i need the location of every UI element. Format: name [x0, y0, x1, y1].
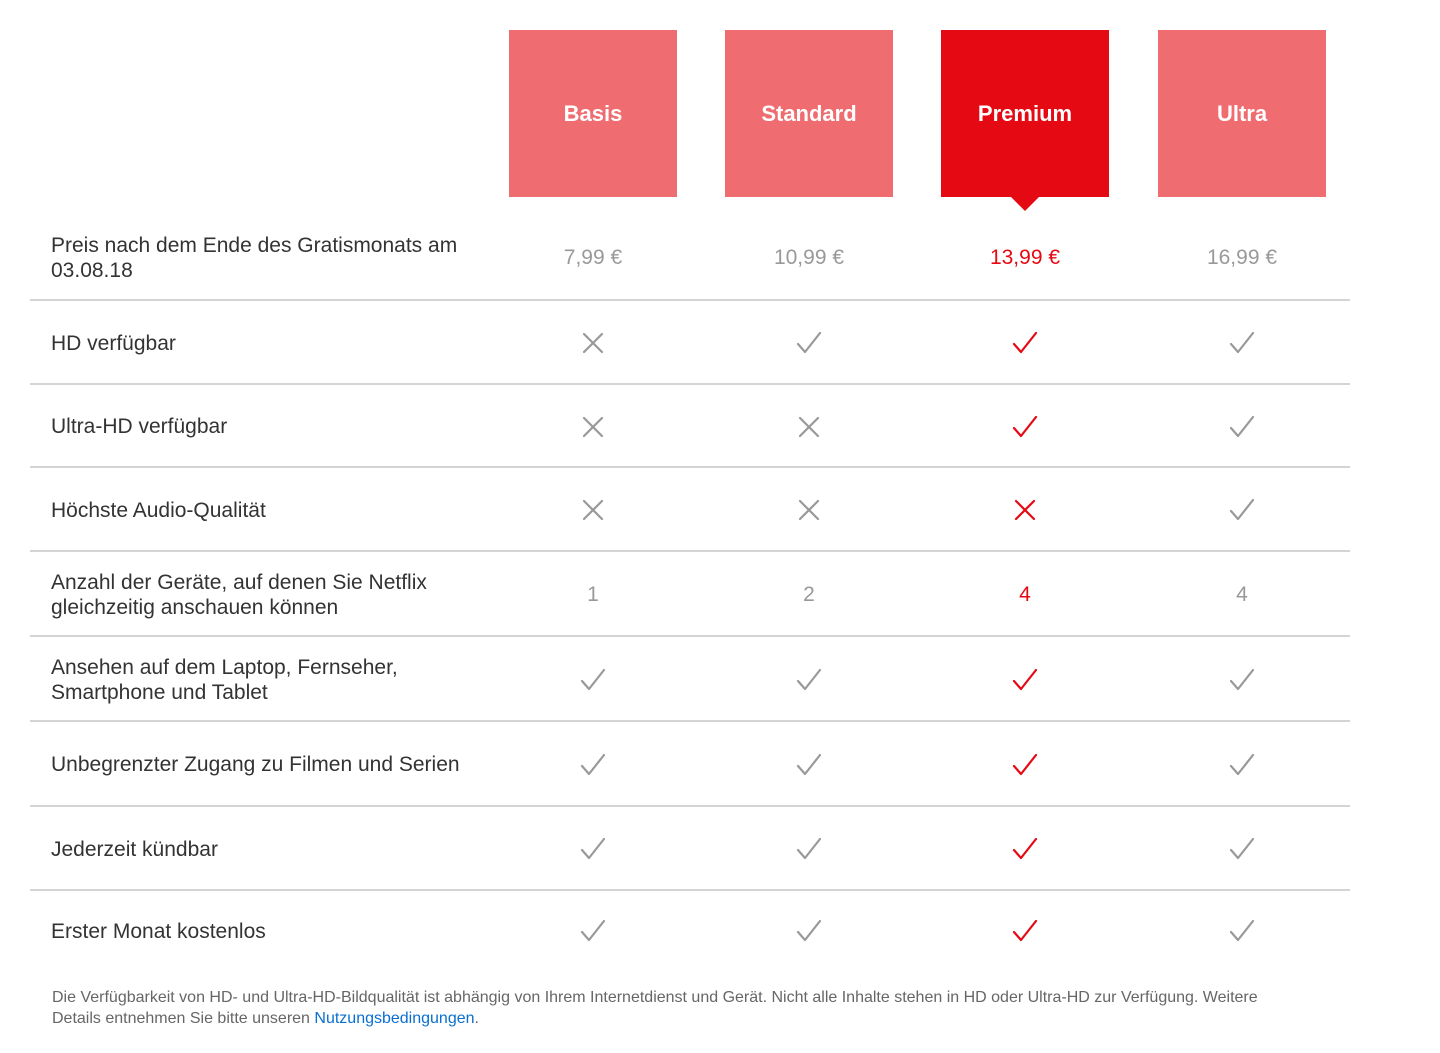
check-icon	[725, 807, 893, 891]
price-value: 10,99 €	[773, 245, 845, 269]
check-icon	[941, 637, 1109, 722]
check-icon	[725, 637, 893, 722]
check-icon	[1158, 637, 1326, 722]
feature-label: Ansehen auf dem Laptop, Fernseher, Smartphone und Tablet	[51, 655, 398, 704]
device-count: 4	[1019, 582, 1031, 606]
price-value: 16,99 €	[1206, 245, 1278, 269]
table-row	[30, 637, 1350, 722]
feature-label: Preis nach dem Ende des Gratismonats am 03.08.18	[51, 233, 458, 282]
check-icon	[725, 891, 893, 971]
check-icon	[941, 891, 1109, 971]
price-value: 7,99 €	[563, 245, 623, 269]
selected-indicator	[1011, 197, 1039, 211]
check-icon	[1158, 301, 1326, 385]
price-value: 13,99 €	[989, 245, 1061, 269]
table-row	[30, 807, 1350, 891]
footnote	[52, 987, 1292, 1029]
table-row	[30, 891, 1350, 971]
plan-premium-button[interactable]	[941, 30, 1109, 197]
cross-icon	[509, 301, 677, 385]
feature-label: Jederzeit kündbar	[51, 837, 218, 861]
check-icon	[941, 385, 1109, 468]
check-icon	[1158, 468, 1326, 552]
cross-icon	[725, 468, 893, 552]
device-count: 2	[803, 582, 815, 606]
plan-basis-button[interactable]	[509, 30, 677, 197]
table-row	[30, 385, 1350, 468]
terms-link[interactable]: Nutzungsbedingungen	[314, 1010, 475, 1027]
feature-label: Höchste Audio-Qualität	[51, 498, 266, 522]
plan-name: Basis	[563, 100, 623, 126]
check-icon	[725, 301, 893, 385]
feature-label: HD verfügbar	[51, 331, 176, 355]
check-icon	[1158, 722, 1326, 807]
feature-label: Unbegrenzter Zugang zu Filmen und Serien	[51, 753, 460, 776]
table-row	[30, 722, 1350, 807]
plan-name: Standard	[761, 100, 857, 126]
cross-icon	[509, 468, 677, 552]
cross-icon	[509, 385, 677, 468]
plan-ultra-button[interactable]	[1158, 30, 1326, 197]
plan-name: Premium	[977, 100, 1073, 126]
check-icon	[1158, 385, 1326, 468]
check-icon	[1158, 807, 1326, 891]
check-icon	[941, 301, 1109, 385]
check-icon	[509, 891, 677, 971]
check-icon	[725, 722, 893, 807]
check-icon	[1158, 891, 1326, 971]
check-icon	[941, 807, 1109, 891]
check-icon	[941, 722, 1109, 807]
check-icon	[509, 722, 677, 807]
feature-label: Erster Monat kostenlos	[51, 919, 266, 943]
feature-label: Anzahl der Geräte, auf denen Sie Netflix gleichzeitig anschauen können	[51, 570, 427, 619]
table-row	[30, 468, 1350, 552]
plan-name: Ultra	[1216, 100, 1268, 126]
feature-label: Ultra-HD verfügbar	[51, 415, 228, 438]
table-row	[30, 552, 1350, 637]
check-icon	[509, 637, 677, 722]
device-count: 1	[587, 582, 599, 606]
table-row	[30, 214, 1350, 301]
cross-icon	[941, 468, 1109, 552]
check-icon	[509, 807, 677, 891]
device-count: 4	[1236, 582, 1248, 606]
footnote-suffix: .	[474, 1010, 479, 1027]
plan-standard-button[interactable]	[725, 30, 893, 197]
cross-icon	[725, 385, 893, 468]
table-row	[30, 301, 1350, 385]
footnote-text: Die Verfügbarkeit von HD- und Ultra-HD-Bildqualität ist abhängig von Ihrem Internetdienst und Gerät. Nicht alle Inhalte stehen in HD oder Ultra-HD zur Verfügung. Weitere Details entnehmen Sie bitte unseren	[52, 989, 1258, 1027]
